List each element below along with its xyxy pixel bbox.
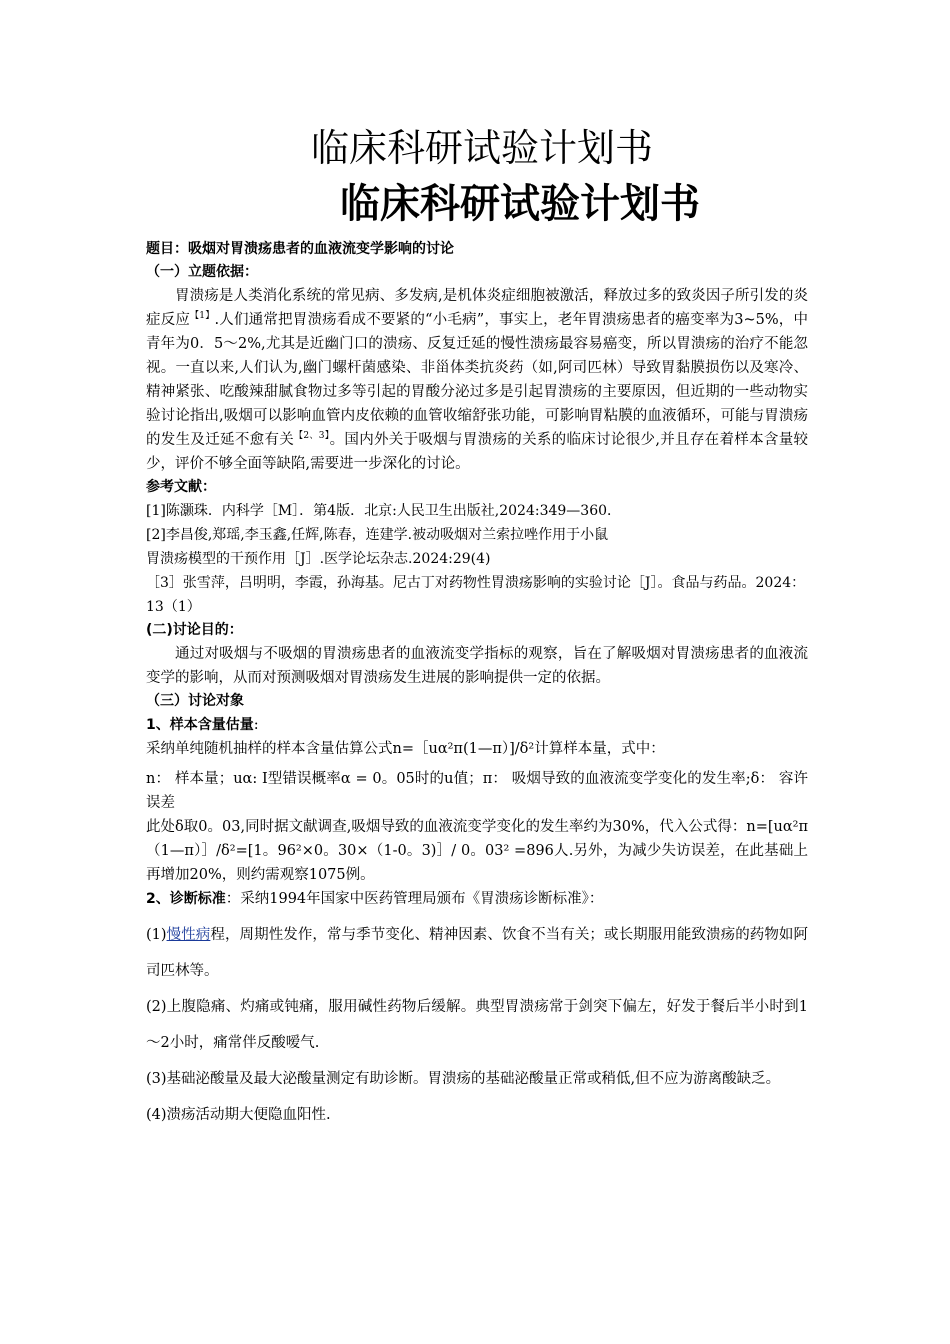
diagnosis-intro: ：采纳1994年国家中医药管理局颁布《胃溃疡诊断标准》： <box>225 891 604 907</box>
sample-size-colon: : <box>253 717 259 733</box>
criterion-1 <box>146 917 808 989</box>
criterion-1-number: (1) <box>146 927 167 943</box>
criterion-3 <box>146 1061 808 1097</box>
sample-size-calculation: 此处δ取0。03,同时据文献调查,吸烟导致的血液流变学变化的发生率约为30%，代入公式得：n=[uα²π（1—π）］/δ²=[1。96²×0。30×（1-0。3)］/ 0。03² =896人.另外，为减少失访误差，在此基础上再增加20%，则约需观察1075例。 <box>146 819 808 883</box>
document-page <box>146 120 808 1133</box>
reference-2-line-2: 胃溃疡模型的干预作用［J］.医学论坛杂志.2024:29(4) <box>146 551 491 567</box>
sample-size-variables: n： 样本量；uα: I型错误概率α = 0。05时的u值；π： 吸烟导致的血液流变学变化的发生率;δ： 容许误差 <box>146 771 808 811</box>
criterion-2-number: (2) <box>146 999 167 1015</box>
criterion-4-number: (4) <box>146 1107 167 1123</box>
section-1-text-a: 胃溃疡是人类消化系统的常见病、多发病,是机体炎症细胞被激活，释放过多的致炎因子所引发的炎症反应 <box>146 288 808 328</box>
criterion-4-text: 溃疡活动期大便隐血阳性. <box>166 1107 331 1123</box>
citation-2-3: 【2、3】 <box>294 431 330 442</box>
reference-3: ［3］张雪萍，吕明明，李霞，孙海基。尼古丁对药物性胃溃疡影响的实验讨论［J］。食品与药品。2024：13（1） <box>146 575 806 615</box>
sample-size-heading-line <box>146 713 808 737</box>
section-2-heading: (二)讨论目的： <box>146 622 243 638</box>
criterion-3-text: 基础泌酸量及最大泌酸量测定有助诊断。胃溃疡的基础泌酸量正常或稍低,但不应为游离酸缺乏。 <box>166 1071 781 1087</box>
criterion-2 <box>146 989 808 1061</box>
section-1-heading: （一）立题依据： <box>146 264 258 280</box>
document-title-bold: 临床科研试验计划书 <box>340 181 700 227</box>
diagnosis-heading-line <box>146 887 808 911</box>
sample-size-formula: 采纳单纯随机抽样的样本含量估算公式n=［uα²π(1—π）]/δ²计算样本量，式中： <box>146 741 665 757</box>
chronic-disease-link[interactable]: 慢性病 <box>166 927 211 943</box>
criterion-2-text: 上腹隐痛、灼痛或钝痛，服用碱性药物后缓解。典型胃溃疡常于剑突下偏左，好发于餐后半小时到1～2小时，痛常伴反酸嗳气. <box>146 999 808 1051</box>
diagnosis-heading: 2、诊断标准 <box>146 891 226 907</box>
section-1-text-c: 。国内外关于吸烟与胃溃疡的关系的临床讨论很少,并且存在着样本含量较少，评价不够全面等缺陷,需要进一步深化的讨论。 <box>146 432 809 472</box>
sample-size-heading: 1、样本含量估量 <box>146 717 254 733</box>
criterion-4 <box>146 1097 808 1133</box>
criterion-3-number: (3) <box>146 1071 167 1087</box>
references-heading: 参考文献： <box>146 479 216 495</box>
reference-1: [1]陈灏珠．内科学［M］．第4版．北京:人民卫生出版社,2024:349—360． <box>146 503 622 519</box>
criterion-1-text: 程，周期性发作，常与季节变化、精神因素、饮食不当有关；或长期服用能致溃疡的药物如阿司匹林等。 <box>146 927 809 979</box>
section-1-text-b: .人们通常把胃溃疡看成不要紧的“小毛病”，事实上，老年胃溃疡患者的癌变率为3~5%，中青年为0．5～2%,尤其是近幽门口的溃疡、反复迁延的慢性溃疡最容易癌变，所以胃溃疡的治疗不能忽视。一直以来,人们认为,幽门螺杆菌感染、非甾体类抗炎药（如,阿司匹林）导致胃黏膜损伤以及寒冷、精神紧张、吃酸辣甜腻食物过多等引起的胃酸分泌过多是引起胃溃疡的主要原因，但近期的一些动物实验讨论指出,吸烟可以影响血管内皮依赖的血管收缩舒张功能，可影响胃粘膜的血液循环，可能与胃溃疡的发生及迁延不愈有关 <box>146 312 809 448</box>
section-3-heading: （三）讨论对象 <box>146 693 244 709</box>
section-2-paragraph: 通过对吸烟与不吸烟的胃溃疡患者的血液流变学指标的观察，旨在了解吸烟对胃溃疡患者的血液流变学的影响，从而对预测吸烟对胃溃疡发生进展的影响提供一定的依据。 <box>146 646 808 686</box>
topic-line: 题目：吸烟对胃溃疡患者的血液流变学影响的讨论 <box>146 241 454 257</box>
citation-1: 【1】 <box>190 311 215 322</box>
document-title-light: 临床科研试验计划书 <box>310 126 653 170</box>
reference-2-line-1: [2]李昌俊,郑瑶,李玉鑫,任辉,陈春，连建学.被动吸烟对兰索拉唑作用于小鼠 <box>146 527 609 543</box>
section-1-paragraph <box>146 284 808 476</box>
